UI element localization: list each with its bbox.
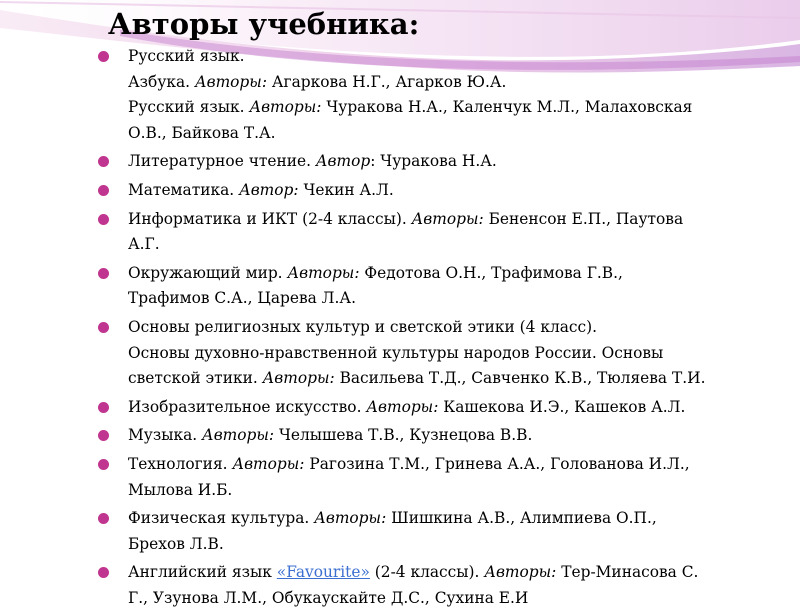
- authors-label: Авторы:: [232, 454, 305, 473]
- item-text: Изобразительное искусство.: [128, 397, 367, 416]
- authors-names: : Чуракова Н.А.: [370, 152, 497, 171]
- authors-names: Рагозина Т.М., Гринева А.А., Голованова И.Л.,: [304, 454, 690, 473]
- item-text: Трафимов С.А., Царева Л.А.: [128, 289, 356, 308]
- authors-label: Авторы:: [411, 209, 484, 228]
- authors-names: Федотова О.Н., Трафимова Г.В.,: [359, 263, 623, 282]
- item-line: [128, 423, 766, 449]
- authors-names: Агаркова Н.Г., Агарков Ю.А.: [267, 72, 507, 91]
- list-item: [98, 506, 766, 557]
- item-text: Информатика и ИКТ (2-4 классы).: [128, 209, 412, 228]
- item-text: Основы религиозных культур и светской этики (4 класс).: [128, 317, 598, 336]
- item-line: [128, 341, 766, 367]
- authors-label: Авторы:: [194, 72, 267, 91]
- authors-label: Авторы:: [484, 563, 557, 582]
- item-line: [128, 207, 766, 233]
- list-item: [98, 423, 766, 449]
- authors-list: [98, 44, 766, 614]
- bullet-icon: [98, 268, 109, 279]
- item-line: [128, 366, 766, 392]
- item-text: Основы духовно-нравственной культуры народов России. Основы: [128, 343, 664, 362]
- item-text: Физическая культура.: [128, 509, 315, 528]
- item-line: [128, 44, 766, 70]
- item-line: [128, 506, 766, 532]
- authors-label: Авторы:: [287, 263, 360, 282]
- item-text: Мылова И.Б.: [128, 480, 233, 499]
- favourite-link[interactable]: «Favourite»: [276, 563, 370, 582]
- bullet-icon: [98, 322, 109, 333]
- page-title: Авторы учебника:: [108, 7, 420, 41]
- item-text: А.Г.: [128, 235, 160, 254]
- item-line: [128, 70, 766, 96]
- list-item: [98, 261, 766, 312]
- item-line: [128, 315, 766, 341]
- item-text: Литературное чтение.: [128, 152, 316, 171]
- authors-names: Бененсон Е.П., Паутова: [483, 209, 684, 228]
- item-text: Музыка.: [128, 426, 203, 445]
- item-line: [128, 149, 766, 175]
- list-item: [98, 149, 766, 175]
- item-text: (2-4 классы).: [369, 563, 485, 582]
- item-line: [128, 286, 766, 312]
- item-line: [128, 395, 766, 421]
- item-text: Технология.: [128, 454, 233, 473]
- authors-label: Авторы:: [366, 397, 439, 416]
- list-item: [98, 452, 766, 503]
- bullet-icon: [98, 567, 109, 578]
- bullet-icon: [98, 459, 109, 470]
- item-line: [128, 121, 766, 147]
- item-line: [128, 95, 766, 121]
- item-text: Окружающий мир.: [128, 263, 288, 282]
- authors-label: Авторы:: [202, 426, 275, 445]
- item-text: светской этики.: [128, 369, 263, 388]
- item-text: Математика.: [128, 180, 240, 199]
- item-line: [128, 261, 766, 287]
- item-line: [128, 452, 766, 478]
- item-line: [128, 560, 766, 586]
- authors-names: Шишкина А.В., Алимпиева О.П.,: [386, 509, 657, 528]
- authors-label: Авторы:: [249, 98, 322, 117]
- item-line: [128, 532, 766, 558]
- item-line: [128, 232, 766, 258]
- authors-label: Авторы:: [262, 369, 335, 388]
- list-item: [98, 315, 766, 392]
- list-item: [98, 178, 766, 204]
- bullet-icon: [98, 513, 109, 524]
- bullet-icon: [98, 214, 109, 225]
- authors-names: Челышева Т.В., Кузнецова В.В.: [274, 426, 533, 445]
- bullet-icon: [98, 402, 109, 413]
- authors-label: Автор: [315, 152, 371, 171]
- list-item: [98, 207, 766, 258]
- authors-names: Чуракова Н.А., Каленчук М.Л., Малаховская: [321, 98, 693, 117]
- item-line: [128, 478, 766, 504]
- item-text: Русский язык.: [128, 98, 250, 117]
- item-text: Брехов Л.В.: [128, 534, 224, 553]
- list-item: [98, 44, 766, 146]
- authors-label: Авторы:: [314, 509, 387, 528]
- authors-names: Чекин А.Л.: [298, 180, 394, 199]
- authors-names: Кашекова И.Э., Кашеков А.Л.: [438, 397, 686, 416]
- item-text: Английский язык: [128, 563, 277, 582]
- bullet-icon: [98, 156, 109, 167]
- authors-names: Васильева Т.Д., Савченко К.В., Тюляева Т.И.: [334, 369, 706, 388]
- item-text: Русский язык.: [128, 47, 245, 65]
- item-text: Г., Узунова Л.М., Обукаускайте Д.С., Сухина Е.И: [128, 588, 529, 607]
- item-text: О.В., Байкова Т.А.: [128, 123, 276, 142]
- bullet-icon: [98, 185, 109, 196]
- list-item: [98, 560, 766, 611]
- authors-label: Автор:: [239, 180, 299, 199]
- list-item: [98, 395, 766, 421]
- item-line: [128, 178, 766, 204]
- item-line: [128, 586, 766, 612]
- authors-names: Тер-Минасова С.: [556, 563, 699, 582]
- bullet-icon: [98, 430, 109, 441]
- bullet-icon: [98, 51, 109, 62]
- item-text: Азбука.: [128, 72, 195, 91]
